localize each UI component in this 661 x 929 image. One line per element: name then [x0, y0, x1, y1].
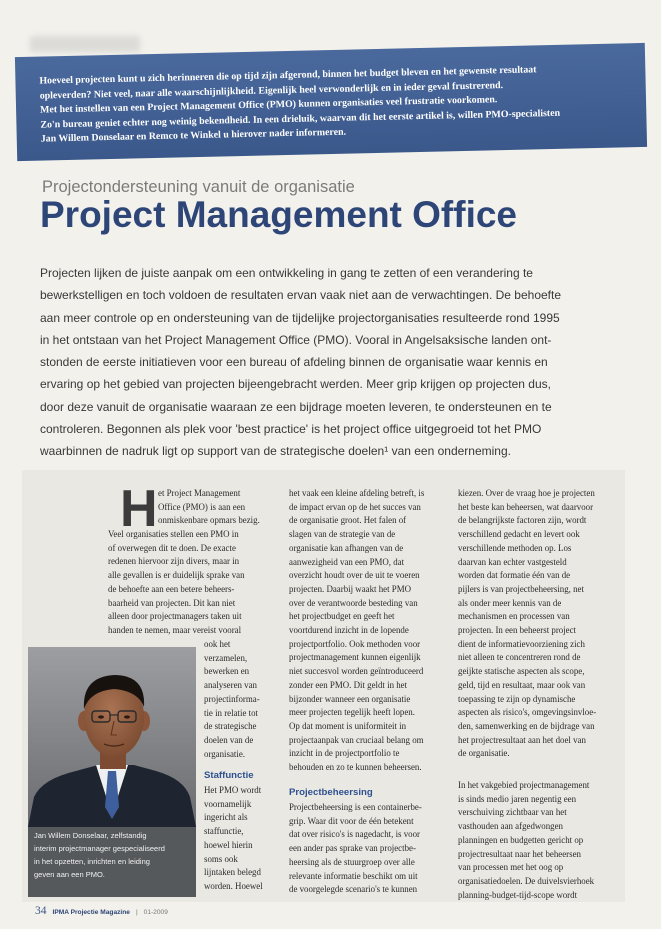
- col2-paragraph-2: Projectbeheersing is een containerbe- grip. Waar dit voor de één betekent dat over risico's is nagedacht, is voor een ander pas sprake van projectbe- heersing als de stuurgroep over alle relevante informatie beschikt om uit de voorgelegde scenario's te kunnen: [289, 802, 422, 895]
- col1-paragraph-narrow: ook het verzamelen, bewerken en analyseren van projectinforma- tie in relatie tot de strategische doelen van de organisatie.: [204, 639, 260, 759]
- col1-paragraph-top: et Project Management Office (PMO) is aan een onmiskenbare opmars bezig.: [158, 488, 260, 526]
- article-title: Project Management Office: [40, 194, 518, 235]
- author-photo: [28, 647, 196, 897]
- intro-banner-text: Hoeveel projecten kunt u zich herinneren die op tijd zijn afgerond, binnen het budget bleven en het gewenste resultaat opleverden? Niet veel, naar alle waarschijnlijkheid. Eigenlijk heel verwonderlijk en in ieder geval frustrerend. Met het instellen van een Project Management Office (PMO) kunnen organisaties veel frustratie voorkomen. Zo'n bureau geniet echter nog weinig bekendheid. In een drieluik, waarvan dit het eerste artikel is, willen PMO-specialisten Jan Willem Donselaar en Remco te Winkel u hierover nader informeren.: [39, 64, 561, 145]
- col2-subheading: Projectbeheersing: [289, 787, 373, 798]
- portrait-image: [28, 647, 196, 827]
- issue-number: 01-2009: [143, 909, 168, 916]
- col1-paragraph-rest: Veel organisaties stellen een PMO in of overwegen dit te doen. De exacte redenen hiervoor zijn divers, maar in alle gevallen is er duidelijk sprake van de behoefte aan een betere beheers- baarheid van projecten. Dit kan niet alleen door projectmanagers taken uit handen te nemen, maar vereist vooral: [108, 529, 245, 635]
- photo-caption: Jan Willem Donselaar, zelfstandig interim projectmanager gespecialiseerd in het opzetten, inrichten en leiding geven aan een PMO.: [34, 831, 165, 879]
- show-through-mark: [30, 36, 140, 52]
- page-footer: [35, 905, 168, 921]
- drop-cap: H: [120, 480, 158, 538]
- col2-paragraph-1: het vaak een kleine afdeling betreft, is de impact ervan op de het succes van de organisatie groot. Het falen of slagen van de strategie van de organisatie kan afhangen van de aanwezigheid van een PMO, dat overzicht houdt over de uit te voeren projecten. Daarbij waakt het PMO over de verantwoorde besteding van het projectbudget en geeft het voortdurend inzicht in de lopende projectportfolio. Ook methoden voor projectmanagement kunnen eigenlijk niet succesvol worden geïntroduceerd zonder een PMO. Dit geldt in het bijzonder wanneer een organisatie meer projecten tegelijk heeft lopen. Op dat moment is uniformiteit in projectaanpak van cruciaal belang om inzicht in de projectportfolio te behouden en zo te kunnen beheersen.: [289, 488, 425, 773]
- intro-banner: [15, 43, 647, 161]
- article-lead: Projecten lijken de juiste aanpak om een ontwikkeling in gang te zetten of een verandering te bewerkstelligen en toch voldoen de resultaten ervan vaak niet aan de verwachtingen. De behoefte aan meer controle op en ondersteuning van de tijdelijke projectorganisaties resulteerde rond 1995 in het ontstaan van het Project Management Office (PMO). Vooral in Angelsaksische landen ont- stonden de eerste initiatieven voor een bureau of afdeling binnen de organisatie waar kennis en ervaring op het gebied van projecten bijeengebracht werden. Meer grip krijgen op projecten dus, door deze vanuit de organisatie waaraan ze een bijdrage moeten leveren, te ondersteunen en te controleren. Begonnen als plek voor 'best practice' is het project office uitgegroeid tot het PMO waarbinnen de nadruk ligt op support van de strategische doelen¹ van een onderneming.: [40, 266, 562, 459]
- right-eye: [124, 715, 130, 718]
- article-kicker: Projectondersteuning vanuit de organisatie: [42, 178, 355, 196]
- page-number: 34: [35, 905, 47, 917]
- left-eye: [98, 715, 104, 718]
- col3-paragraph-1: kiezen. Over de vraag hoe je projecten het beste kan beheersen, wat daarvoor de belangrijkste factoren zijn, wordt verschillend gedacht en levert ook verschillende methoden op. Los daarvan kan echter vastgesteld worden dat formatie één van de pijlers is van projectbeheersing, net als onder meer kennis van de mechanismen en processen van projecten. In een beheerst project dient de informatievoorziening zich niet alleen te concentreren rond de geijkte statische aspecten als scope, geld, tijd en resultaat, maar ook van toepassing te zijn op dynamische aspecten als risico's, omgevingsinvloe- den, samenwerking en de bijdrage van het projectresultaat aan het doel van de organisatie.: [458, 488, 597, 759]
- col1-subheading: Staffunctie: [204, 770, 254, 781]
- footer-separator: |: [135, 909, 138, 916]
- col3-paragraph-2: In het vakgebied projectmanagement is sinds medio jaren negentig een verschuiving zichtbaar van het vasthouden aan afgedwongen planningen en budgetten gericht op projectresultaat naar het beheersen van processen met het oog op organisatiedoelen. De duivelsvierhoek planning-budget-tijd-scope wordt: [458, 780, 595, 900]
- magazine-name: IPMA Projectie Magazine: [52, 909, 130, 916]
- col1-paragraph-2: Het PMO wordt voornamelijk ingericht als staffunctie, hoewel hierin soms ook lijntaken belegd worden. Hoewel: [204, 785, 263, 891]
